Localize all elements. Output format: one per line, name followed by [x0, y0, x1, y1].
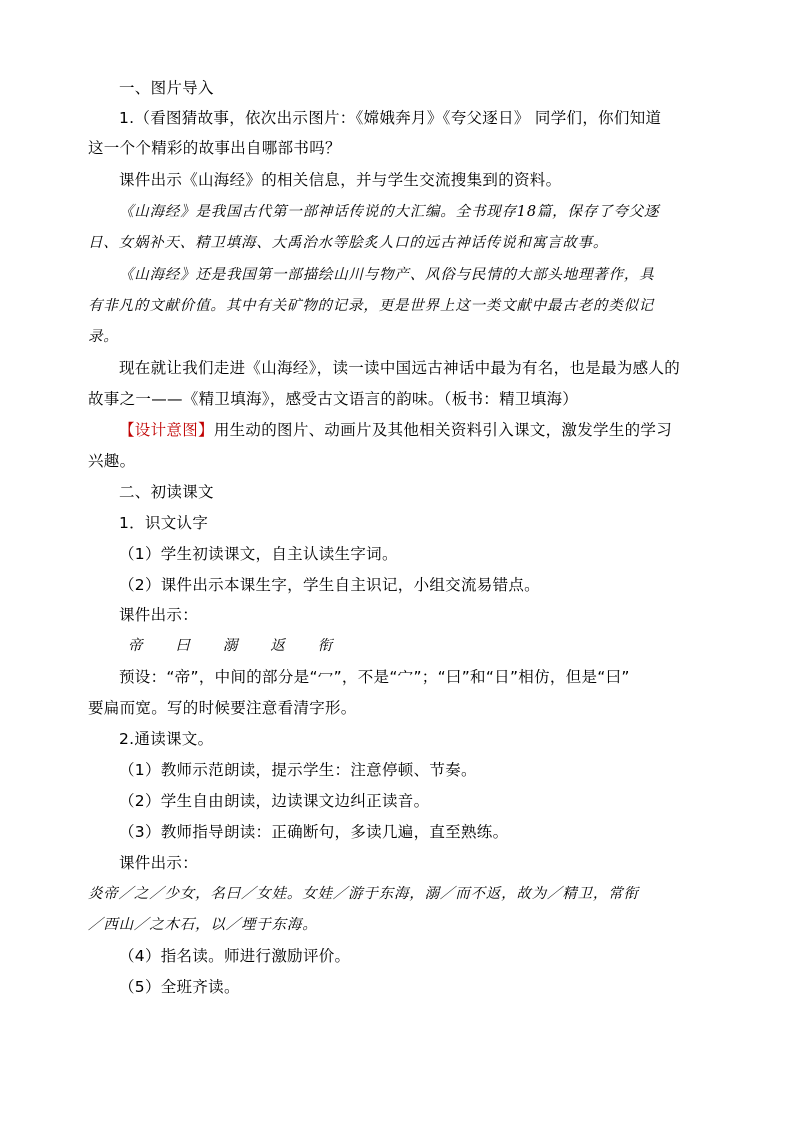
design-intent-line-2: 兴趣。	[88, 452, 136, 470]
character-item: 衔	[317, 638, 333, 654]
character-item: 帝	[128, 638, 144, 654]
section-2-title: 2.通读课文。	[119, 730, 214, 748]
quote-1-line-1: 《山海经》是我国古代第一部神话传说的大汇编。全书现存18篇，保存了夸父逐	[119, 204, 660, 220]
heading-2: 二、初读课文	[119, 483, 214, 501]
section-1-title: 1．识文认字	[119, 514, 209, 532]
design-intent-tag: 【设计意图】	[119, 421, 214, 439]
paragraph-3-line-2: 故事之一——《精卫填海》，感受古文语言的韵味。（板书：精卫填海）	[88, 390, 579, 408]
design-intent-line-1	[119, 420, 731, 440]
section-1-courseware-label: 课件出示：	[119, 606, 199, 624]
paragraph-2: 课件出示《山海经》的相关信息，并与学生交流搜集到的资料。	[119, 171, 562, 189]
paragraph-1-line-2: 这一个个精彩的故事出自哪部书吗？	[88, 139, 341, 157]
character-item: 曰	[175, 638, 191, 654]
section-2-item-d: （4）指名读。师进行激励评价。	[119, 947, 351, 965]
character-item: 返	[270, 638, 286, 654]
quote-1-line-2: 日、女娲补天、精卫填海、大禹治水等脍炙人口的远古神话传说和寓言故事。	[88, 235, 609, 251]
quote-2-line-1: 《山海经》还是我国第一部描绘山川与物产、风俗与民情的大部头地理著作，具	[119, 267, 655, 283]
section-1-item-a: （1）学生初读课文，自主认读生字词。	[119, 545, 398, 563]
text-excerpt-line-2: ／西山／之木石，以／堙于东海。	[88, 917, 318, 933]
paragraph-3-line-1: 现在就让我们走进《山海经》，读一读中国远古神话中最为有名，也是最为感人的	[119, 359, 681, 377]
quote-2-line-2: 有非凡的文献价值。其中有关矿物的记录，更是世界上这一类文献中最古老的类似记	[88, 298, 655, 314]
section-2-item-c: （3）教师指导朗读：正确断句，多读几遍，直至熟练。	[119, 823, 509, 841]
section-2-item-e: （5）全班齐读。	[119, 978, 240, 996]
character-item: 溺	[222, 638, 239, 654]
section-2-item-a: （1）教师示范朗读，提示学生：注意停顿、节奏。	[119, 761, 477, 779]
section-2-item-b: （2）学生自由朗读，边读课文边纠正读音。	[119, 792, 430, 810]
text-excerpt-line-1: 炎帝／之／少女，名曰／女娃。女娃／游于东海，溺／而不返，故为／精卫，常衔	[88, 886, 639, 902]
preset-line-2: 要扁而宽。写的时候要注意看清字形。	[88, 699, 357, 717]
paragraph-1-line-1: 1.（看图猜故事，依次出示图片：《嫦娥奔月》《夸父逐日》 同学们，你们知道	[119, 109, 662, 127]
design-intent-text: 用生动的图片、动画片及其他相关资料引入课文，激发学生的学习	[213, 421, 673, 439]
new-characters	[128, 636, 740, 656]
section-1-item-b: （2）课件出示本课生字，学生自主识记，小组交流易错点。	[119, 576, 540, 594]
section-2-courseware-label: 课件出示：	[119, 854, 199, 872]
quote-2-line-3: 录。	[88, 329, 119, 345]
preset-line-1: 预设：“帝”，中间的部分是“冖”，不是“宀”；“曰”和“日”相仿，但是“曰”	[119, 668, 630, 686]
heading-1: 一、图片导入	[119, 79, 214, 97]
